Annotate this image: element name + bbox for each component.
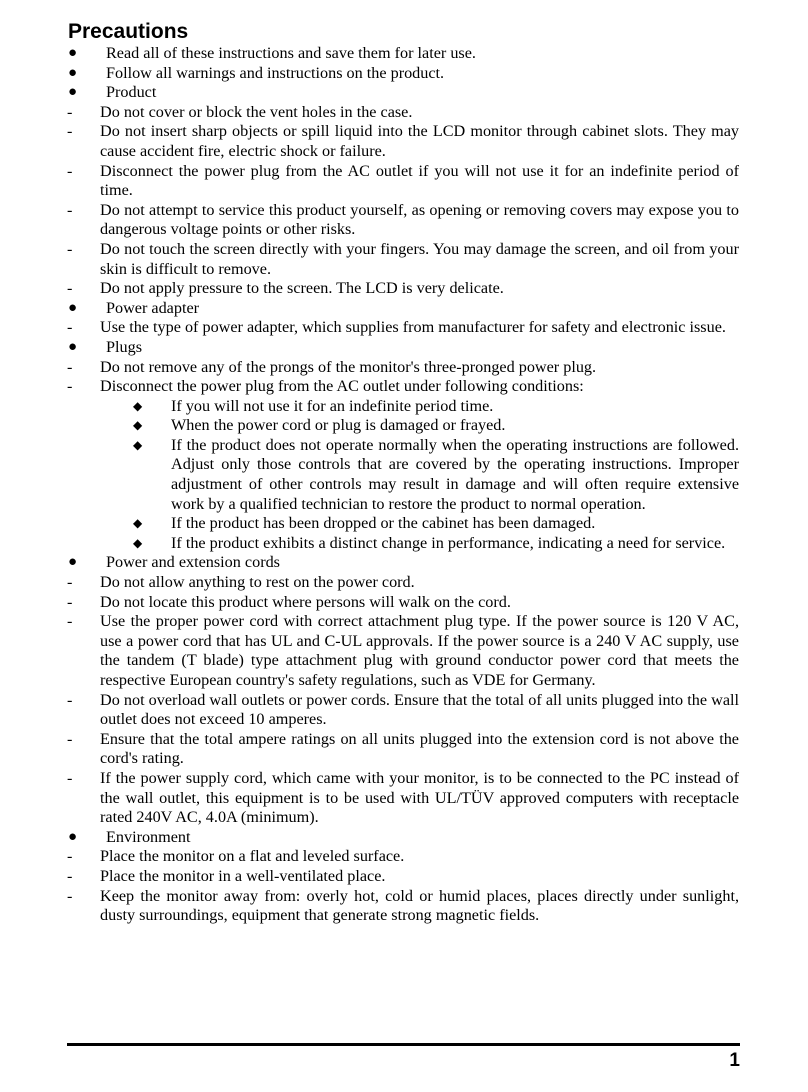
section-bullet-item [0, 828, 808, 848]
dash-list-item [0, 377, 808, 397]
diamond-icon: ◆ [133, 398, 143, 413]
section-bullet-item [0, 64, 808, 84]
item-text: Do not attempt to service this product yourself, as opening or removing covers may expose you to dangerous voltage points or other risks. [100, 200, 739, 239]
bullet-icon: ● [68, 338, 78, 355]
dash-list-item [0, 103, 808, 123]
item-text: Power adapter [106, 298, 200, 317]
item-text: If the product does not operate normally when the operating instructions are followed. Adjust only those controls that are covered by the operating instructions. Improper adjustment of other controls may result in damage and will often require extensive work by a qualified technician to restore the product to normal operation. [171, 435, 739, 513]
diamond-icon: ◆ [133, 535, 143, 550]
dash-list-item [0, 887, 808, 926]
item-text: Environment [106, 827, 191, 846]
item-text: Do not apply pressure to the screen. The LCD is very delicate. [100, 279, 504, 298]
item-text: If the product exhibits a distinct change in performance, indicating a need for service. [171, 533, 726, 552]
dash-list-item [0, 201, 808, 240]
dash-icon: - [67, 847, 73, 866]
dash-icon: - [67, 886, 73, 905]
diamond-icon: ◆ [133, 516, 143, 531]
section-bullet-item [0, 553, 808, 573]
dash-list-item [0, 573, 808, 593]
dash-icon: - [67, 612, 73, 631]
item-text: Keep the monitor away from: overly hot, cold or humid places, places directly under sunlight, dusty surroundings, equipment that generate strong magnetic fields. [100, 886, 739, 925]
dash-list-item [0, 122, 808, 161]
dash-icon: - [67, 690, 73, 709]
diamond-list-item [0, 514, 808, 534]
bullet-icon: ● [68, 84, 78, 101]
item-text: If the power supply cord, which came with your monitor, is to be connected to the PC instead of the wall outlet, this equipment is to be used with UL/TÜV approved computers with receptacle rated 240V AC, 4.0A (minimum). [100, 768, 739, 827]
dash-list-item [0, 769, 808, 828]
item-text: Do not cover or block the vent holes in the case. [100, 102, 413, 121]
item-text: Read all of these instructions and save them for later use. [106, 44, 476, 62]
item-text: Do not insert sharp objects or spill liquid into the LCD monitor through cabinet slots. They may cause accident fire, electric shock or failure. [100, 122, 739, 160]
dash-list-item [0, 593, 808, 613]
diamond-icon: ◆ [133, 418, 143, 433]
diamond-icon: ◆ [133, 437, 143, 452]
bullet-icon: ● [68, 828, 78, 845]
item-text: Place the monitor in a well-ventilated place. [100, 866, 386, 885]
dash-icon: - [67, 161, 73, 180]
diamond-list-item [0, 534, 808, 554]
bullet-icon: ● [68, 45, 78, 61]
dash-icon: - [67, 279, 73, 298]
precautions-list [0, 44, 808, 926]
dash-icon: - [67, 573, 73, 592]
diamond-list-item [0, 397, 808, 417]
item-text: Ensure that the total ampere ratings on all units plugged into the extension cord is not above the cord's rating. [100, 729, 739, 768]
dash-icon: - [67, 377, 73, 396]
item-text: Plugs [106, 337, 142, 356]
bullet-icon: ● [68, 554, 78, 571]
item-text: Follow all warnings and instructions on the product. [106, 63, 445, 82]
item-text: Do not locate this product where persons will walk on the cord. [100, 592, 511, 611]
dash-icon: - [67, 592, 73, 611]
item-text: Use the type of power adapter, which supplies from manufacturer for safety and electronic issue. [100, 318, 726, 337]
dash-icon: - [67, 729, 73, 748]
item-text: Use the proper power cord with correct attachment plug type. If the power source is 120 V AC, use a power cord that has UL and C-UL approvals. If the power source is a 240 V AC supply, use the tandem (T blade) type attachment plug with ground conductor power cord that meets the respective European country's safety regulations, such as VDE for Germany. [100, 612, 739, 689]
page-number: 1 [729, 1050, 740, 1071]
section-bullet-item [0, 299, 808, 319]
item-text: When the power cord or plug is damaged or frayed. [171, 416, 506, 435]
page-title: Precautions [68, 20, 189, 43]
dash-list-item [0, 279, 808, 299]
item-text: Disconnect the power plug from the AC outlet under following conditions: [100, 377, 584, 396]
diamond-list-item [0, 416, 808, 436]
dash-list-item [0, 358, 808, 378]
dash-icon: - [67, 357, 73, 376]
dash-icon: - [67, 102, 73, 121]
item-text: If you will not use it for an indefinite period time. [171, 396, 494, 415]
item-text: Product [106, 83, 157, 102]
section-bullet-item [0, 44, 808, 64]
item-text: Do not allow anything to rest on the power cord. [100, 573, 415, 592]
dash-list-item [0, 691, 808, 730]
item-text: Do not remove any of the prongs of the monitor's three-pronged power plug. [100, 357, 597, 376]
item-text: Place the monitor on a flat and leveled surface. [100, 847, 405, 866]
dash-icon: - [67, 200, 73, 219]
dash-list-item [0, 612, 808, 690]
item-text: Disconnect the power plug from the AC outlet if you will not use it for an indefinite period of time. [100, 161, 739, 200]
item-text: Do not overload wall outlets or power cords. Ensure that the total of all units plugged into the wall outlet does not exceed 10 amperes. [100, 690, 739, 729]
item-text: Power and extension cords [106, 553, 280, 572]
section-bullet-item [0, 83, 808, 103]
footer-rule [67, 1043, 740, 1046]
dash-list-item [0, 318, 808, 338]
dash-list-item [0, 847, 808, 867]
dash-list-item [0, 730, 808, 769]
item-text: If the product has been dropped or the cabinet has been damaged. [171, 514, 596, 533]
item-text: Do not touch the screen directly with your fingers. You may damage the screen, and oil from your skin is difficult to remove. [100, 239, 739, 278]
dash-icon: - [67, 866, 73, 885]
dash-list-item [0, 162, 808, 201]
dash-icon: - [67, 318, 73, 337]
dash-list-item [0, 867, 808, 887]
diamond-list-item [0, 436, 808, 514]
dash-icon: - [67, 239, 73, 258]
dash-icon: - [67, 122, 73, 141]
bullet-icon: ● [68, 64, 78, 81]
bullet-icon: ● [68, 299, 78, 316]
section-bullet-item [0, 338, 808, 358]
dash-list-item [0, 240, 808, 279]
dash-icon: - [67, 768, 73, 787]
